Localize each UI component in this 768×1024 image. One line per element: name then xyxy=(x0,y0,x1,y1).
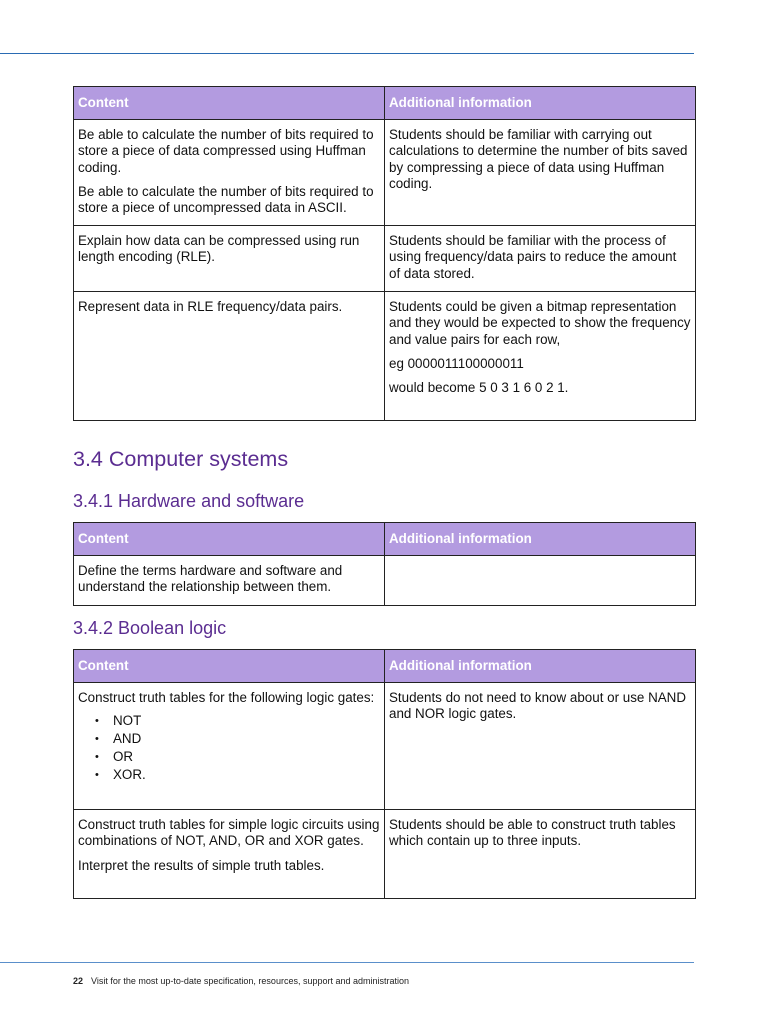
content-header: Content xyxy=(74,523,385,556)
page-number: 22 xyxy=(73,976,84,986)
content-cell: Represent data in RLE frequency/data pairs. xyxy=(74,292,385,421)
footer-rule xyxy=(0,962,694,963)
section-title: 3.4 Computer systems xyxy=(73,447,289,471)
table-row xyxy=(74,556,696,606)
subsection-title-hardware: 3.4.1 Hardware and software xyxy=(73,491,305,511)
info-cell: Students do not need to know about or use NAND and NOR logic gates. xyxy=(385,683,696,810)
info-cell: Students should be familiar with carrying out calculations to determine the number of bits saved by compressing a piece of data using Huffman coding. xyxy=(385,120,696,226)
content-cell: Define the terms hardware and software and understand the relationship between them. xyxy=(74,556,385,606)
table-row xyxy=(74,292,696,421)
info-cell: Students could be given a bitmap representation and they would be expected to show the frequency and value pairs for each row, eg 0000011100000011 would become 5 0 3 1 6 0 2 1. xyxy=(385,292,696,421)
page-footer xyxy=(73,976,409,986)
content-cell: Construct truth tables for simple logic circuits using combinations of NOT, AND, OR and XOR gates. Interpret the results of simple truth tables. xyxy=(74,810,385,899)
subsection-title-boolean: 3.4.2 Boolean logic xyxy=(73,618,227,638)
info-cell: Students should be familiar with the process of using frequency/data pairs to reduce the amount of data stored. xyxy=(385,226,696,292)
compression-table xyxy=(73,86,696,421)
info-cell: Students should be able to construct truth tables which contain up to three inputs. xyxy=(385,810,696,899)
header-rule xyxy=(0,53,694,54)
content-cell: Construct truth tables for the following logic gates: • NOT • AND • OR • XOR. xyxy=(74,683,385,810)
additional-info-header: Additional information xyxy=(385,87,696,120)
logic-gates-list xyxy=(78,712,380,784)
content-header: Content xyxy=(74,87,385,120)
content-cell: Be able to calculate the number of bits required to store a piece of data compressed using Huffman coding. Be able to calculate the number of bits required to store a piece of uncompressed data in ASCII. xyxy=(74,120,385,226)
list-item: • OR xyxy=(113,748,380,766)
table-row xyxy=(74,810,696,899)
additional-info-header: Additional information xyxy=(385,650,696,683)
content-cell: Explain how data can be compressed using run length encoding (RLE). xyxy=(74,226,385,292)
hardware-software-table xyxy=(73,522,696,606)
additional-info-header: Additional information xyxy=(385,523,696,556)
list-item: • NOT xyxy=(113,712,380,730)
list-item: • XOR. xyxy=(113,766,380,784)
table-row xyxy=(74,120,696,226)
boolean-logic-table xyxy=(73,649,696,899)
info-cell xyxy=(385,556,696,606)
content-header: Content xyxy=(74,650,385,683)
footer-text: Visit for the most up-to-date specification, resources, support and administration xyxy=(91,976,410,986)
table-row xyxy=(74,683,696,810)
table-row xyxy=(74,226,696,292)
list-item: • AND xyxy=(113,730,380,748)
